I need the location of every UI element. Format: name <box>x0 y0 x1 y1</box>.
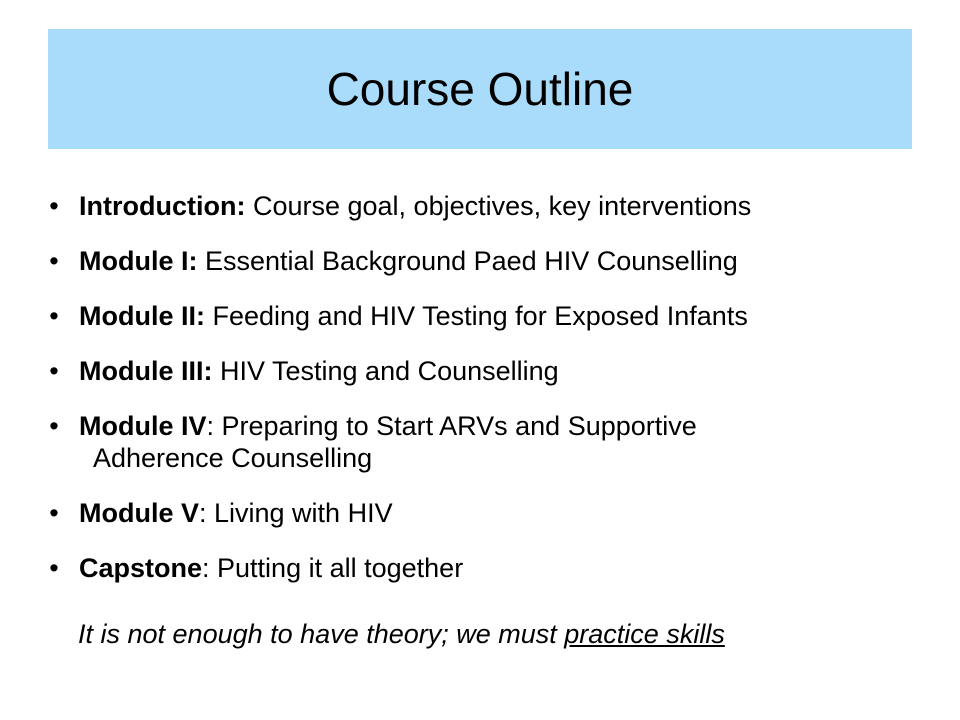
bullet-item-module-1 <box>48 245 928 277</box>
bullet-text: : Living with HIV <box>199 498 393 528</box>
bullet-text: HIV Testing and Counselling <box>212 356 559 386</box>
bullet-label: Module II: <box>79 301 205 331</box>
bullet-dot-icon: • <box>49 246 59 276</box>
bullet-text-continuation: Adherence Counselling <box>93 443 373 473</box>
bullet-item-module-3 <box>48 355 928 387</box>
bullet-text: : Preparing to Start ARVs and Supportive <box>206 411 697 441</box>
title-bar <box>48 29 912 149</box>
bullet-dot-icon: • <box>49 411 59 441</box>
bullet-dot-icon: • <box>49 356 59 386</box>
bullet-label: Module III: <box>79 356 213 386</box>
bullet-item-module-2 <box>48 300 928 332</box>
tagline-underlined: practice skills <box>564 619 725 649</box>
bullet-label: Module V <box>79 498 199 528</box>
bullet-text: Course goal, objectives, key interventions <box>245 191 752 221</box>
slide-title: Course Outline <box>326 63 634 115</box>
bullet-label: Module IV <box>79 411 207 441</box>
bullet-item-introduction <box>48 190 928 222</box>
bullet-item-module-5 <box>48 497 928 529</box>
bullet-label: Introduction: <box>79 191 246 221</box>
bullet-item-module-4 <box>48 410 928 474</box>
bullet-text: Essential Background Paed HIV Counselling <box>197 246 738 276</box>
bullet-dot-icon: • <box>49 498 59 528</box>
bullet-label: Module I: <box>79 246 198 276</box>
bullet-label: Capstone <box>79 553 203 583</box>
bullet-dot-icon: • <box>49 553 59 583</box>
tagline-text: It is not enough to have theory; we must <box>78 619 565 649</box>
tagline <box>78 618 725 650</box>
bullet-item-capstone <box>48 552 928 584</box>
bullet-dot-icon: • <box>49 301 59 331</box>
bullet-text: : Putting it all together <box>202 553 464 583</box>
bullet-text: Feeding and HIV Testing for Exposed Infants <box>204 301 748 331</box>
bullet-dot-icon: • <box>49 191 59 221</box>
bullet-list <box>48 190 928 607</box>
